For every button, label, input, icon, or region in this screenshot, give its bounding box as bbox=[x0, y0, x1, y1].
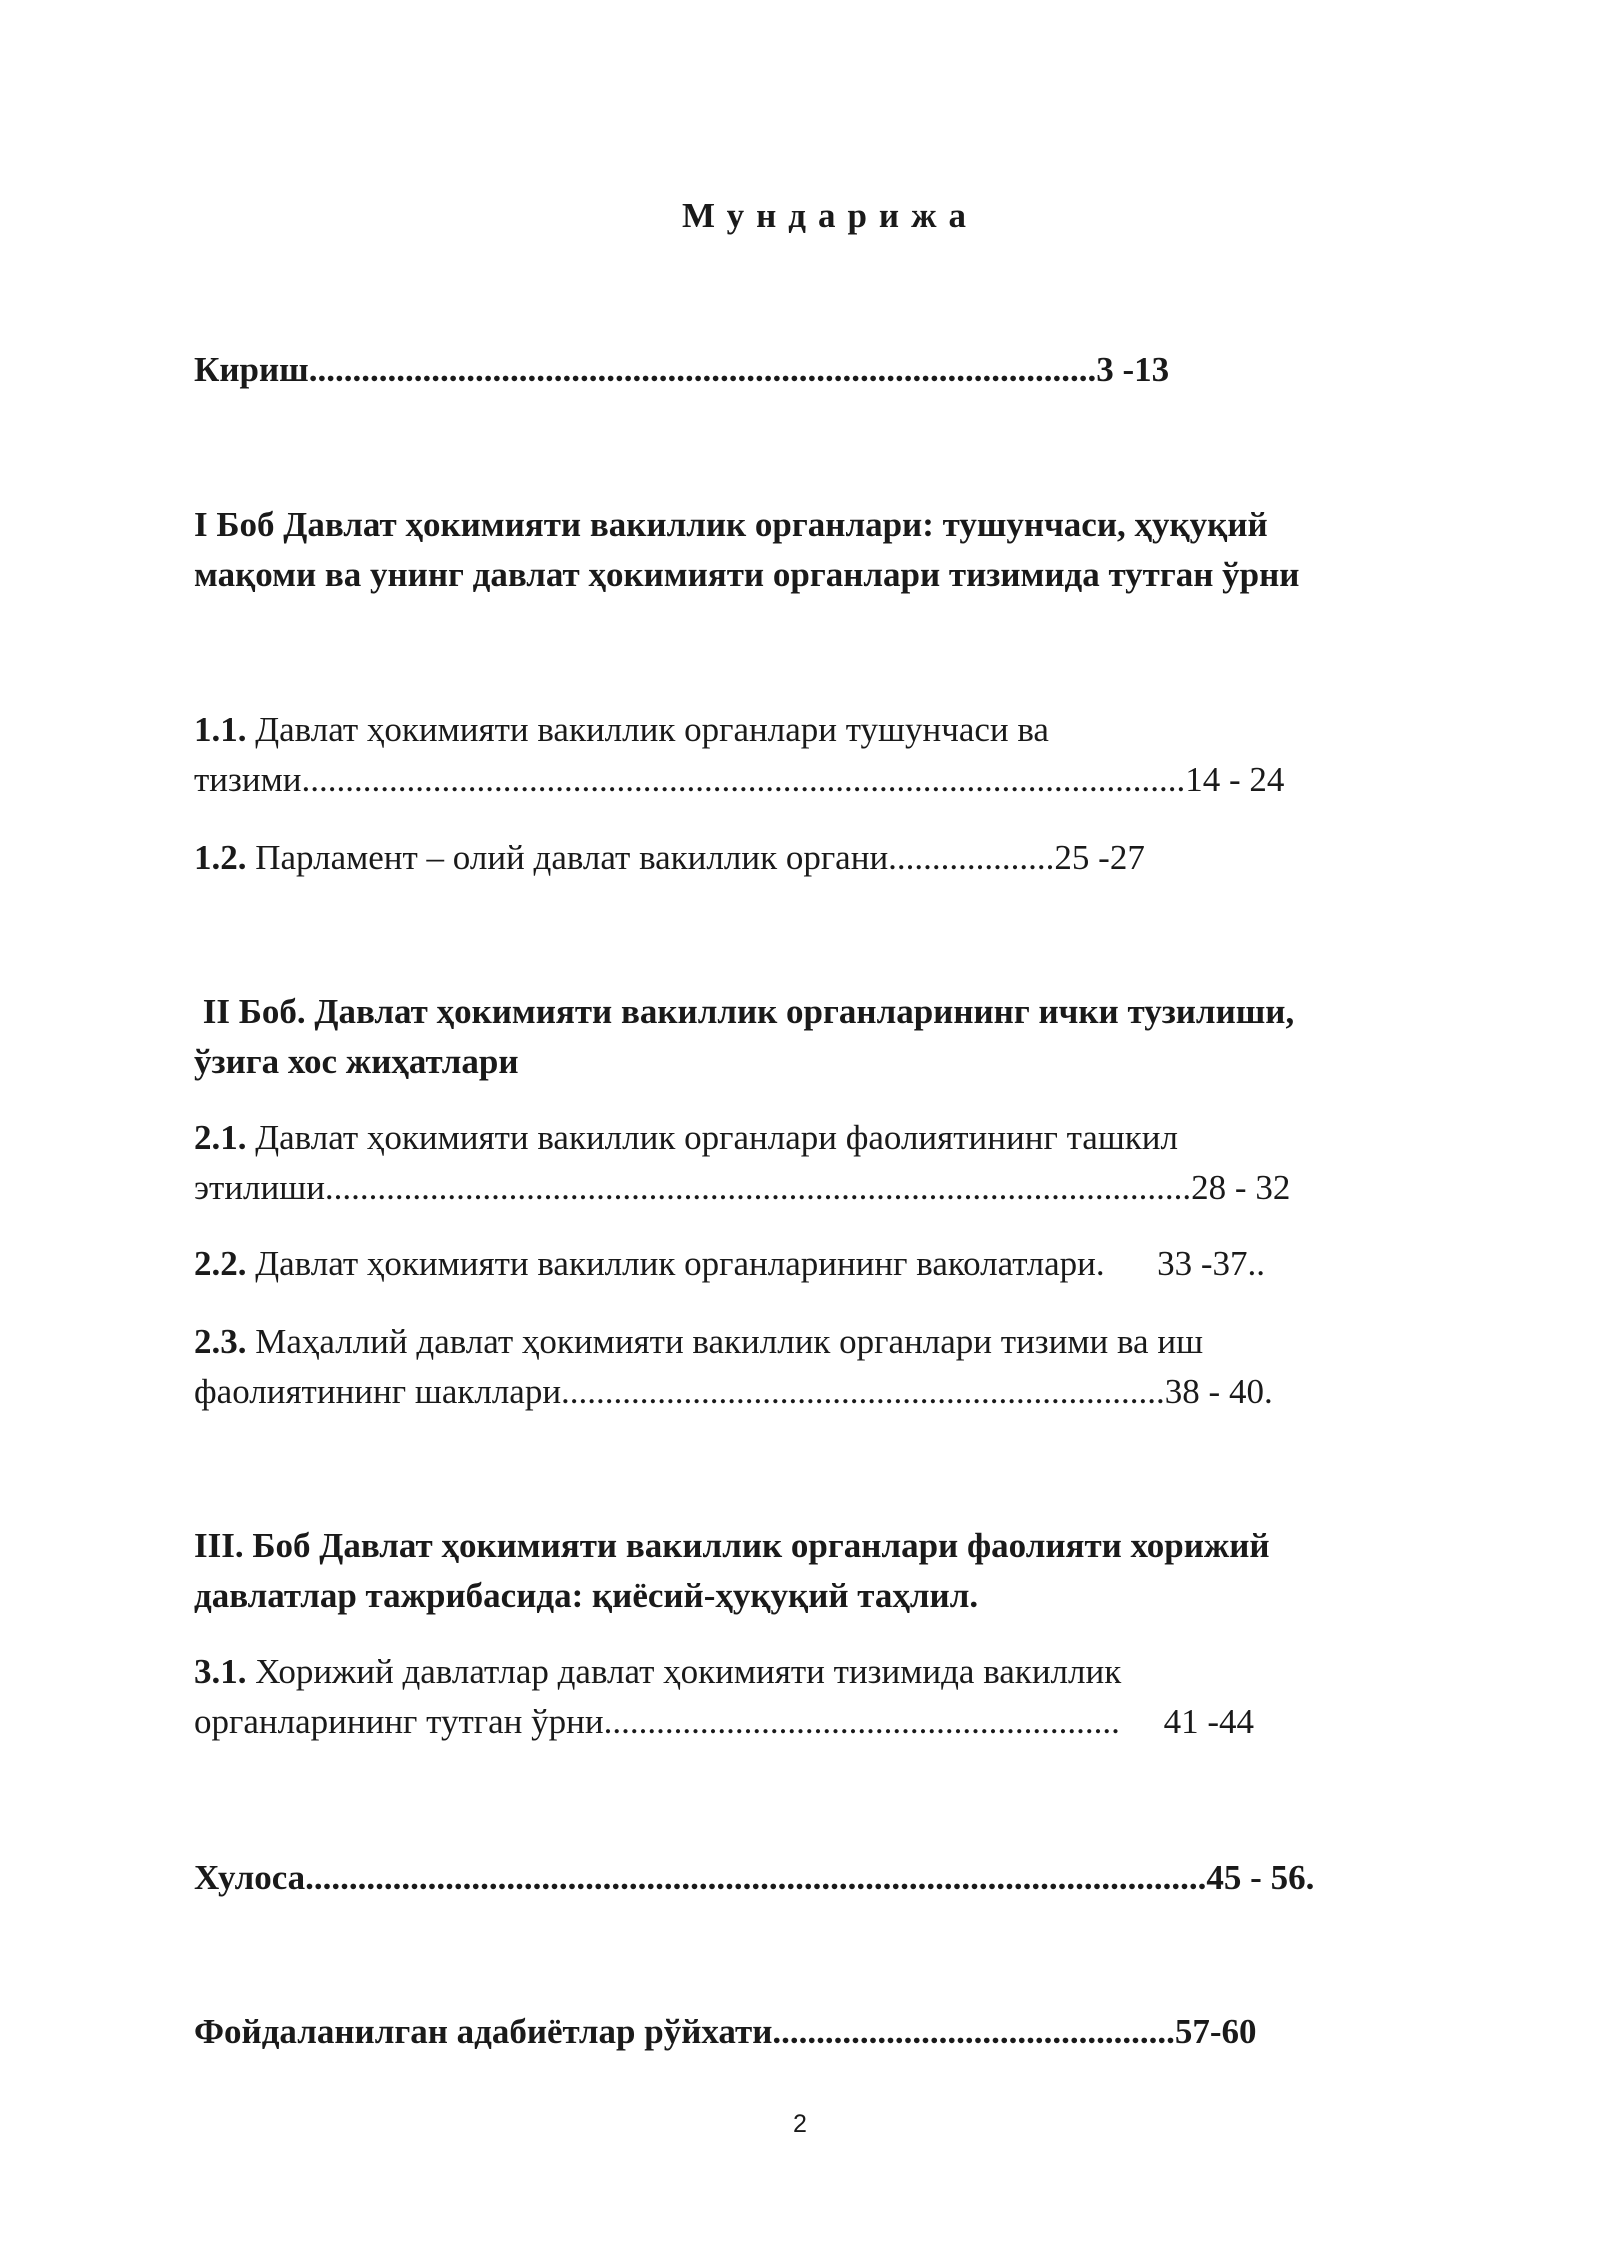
section-title: Маҳаллий давлат ҳокимияти вакиллик органлари тизими ва иш bbox=[246, 1322, 1204, 1361]
toc-entry-1-1[interactable] bbox=[194, 706, 1049, 754]
toc-entry-2-1[interactable] bbox=[194, 1114, 1178, 1162]
section-number: 1.2. bbox=[194, 838, 247, 877]
toc-entry-2-3-cont[interactable]: фаолиятининг шакллари.....................................................................38 - 40. bbox=[194, 1372, 1273, 1411]
toc-entry-intro[interactable]: Кириш..........................................................................................3 -13 bbox=[194, 350, 1170, 389]
toc-entry-conclusion[interactable]: Хулоса.......................................................................................................45 - 56. bbox=[194, 1858, 1315, 1897]
toc-entry-2-3[interactable] bbox=[194, 1318, 1203, 1366]
section-number: 2.2. bbox=[194, 1244, 247, 1283]
section-number: 2.1. bbox=[194, 1118, 247, 1157]
toc-entry-3-1-cont[interactable]: органларининг тутган ўрни........................................................... 41 -44 bbox=[194, 1702, 1255, 1741]
chapter2-heading-line2[interactable]: ўзига хос жиҳатлари bbox=[194, 1042, 519, 1081]
toc-entry-1-2[interactable] bbox=[194, 834, 1145, 882]
chapter3-heading-line2[interactable]: давлатлар тажрибасида: қиёсий-ҳуқуқий таҳлил. bbox=[194, 1576, 979, 1615]
chapter1-heading-line2[interactable]: мақоми ва унинг давлат ҳокимияти органлари тизимида тутган ўрни bbox=[194, 555, 1300, 594]
toc-entry-references[interactable]: Фойдаланилган адабиётлар рўйхати..............................................57-60 bbox=[194, 2012, 1257, 2051]
chapter3-heading-line1[interactable]: III. Боб Давлат ҳокимияти вакиллик органлари фаолияти хорижий bbox=[194, 1526, 1270, 1565]
toc-entry-2-2[interactable] bbox=[194, 1240, 1265, 1288]
chapter1-heading-line1[interactable]: I Боб Давлат ҳокимияти вакиллик органлари: тушунчаси, ҳуқуқий bbox=[194, 505, 1268, 544]
section-title: Давлат ҳокимияти вакиллик органлари тушунчаси ва bbox=[246, 710, 1049, 749]
section-title: Хорижий давлатлар давлат ҳокимияти тизимида вакиллик bbox=[246, 1652, 1122, 1691]
section-title: Давлат ҳокимияти вакиллик органларининг ваколатлари. 33 -37.. bbox=[246, 1244, 1266, 1283]
section-number: 3.1. bbox=[194, 1652, 247, 1691]
section-title: Парламент – олий давлат вакиллик органи...................25 -27 bbox=[246, 838, 1145, 877]
page-number: 2 bbox=[793, 2110, 807, 2138]
chapter2-heading-line1[interactable]: II Боб. Давлат ҳокимияти вакиллик органларининг ички тузилиши, bbox=[194, 992, 1295, 1031]
toc-entry-2-1-cont[interactable]: этилиши...................................................................................................28 - 32 bbox=[194, 1168, 1291, 1207]
toc-entry-3-1[interactable] bbox=[194, 1648, 1121, 1696]
toc-entry-1-1-cont[interactable]: тизими.....................................................................................................14 - 24 bbox=[194, 760, 1285, 799]
section-number: 2.3. bbox=[194, 1322, 247, 1361]
section-title: Давлат ҳокимияти вакиллик органлари фаолиятининг ташкил bbox=[246, 1118, 1178, 1157]
page-title: Мундарижа bbox=[682, 196, 978, 235]
section-number: 1.1. bbox=[194, 710, 247, 749]
